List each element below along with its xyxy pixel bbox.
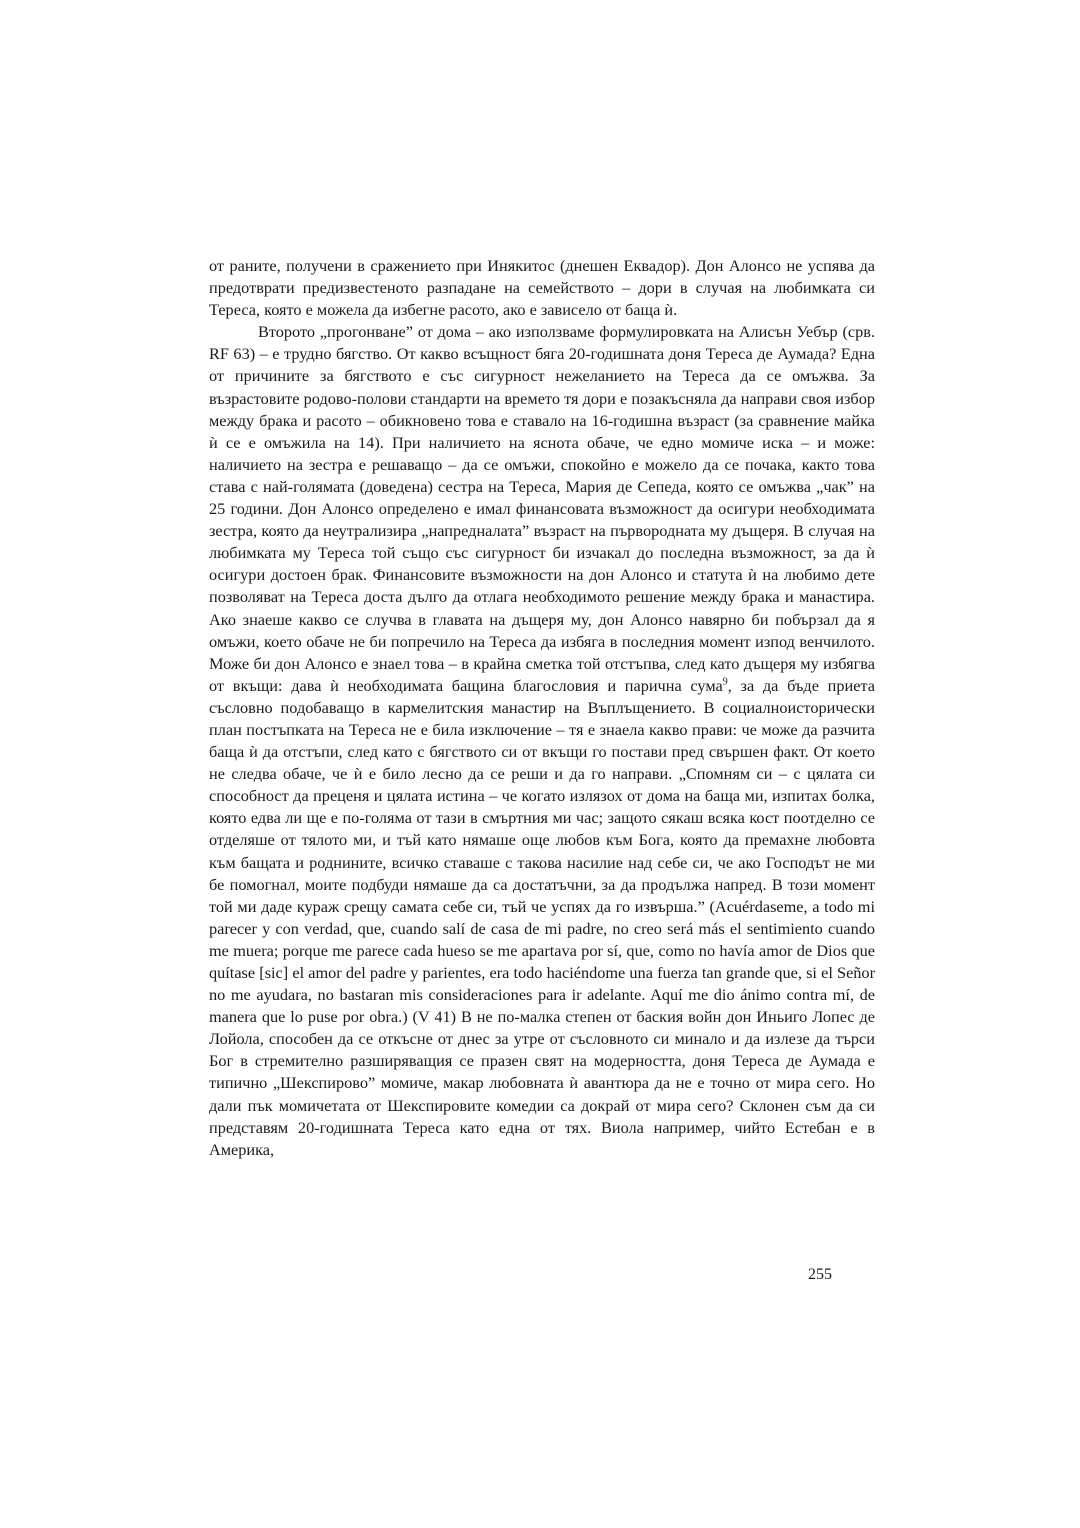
- page-number: 255: [808, 1266, 832, 1283]
- paragraph-2-part-1: Второто „прогонване” от дома – ако използваме формулировката на Алисън Уебър (срв. RF 63) – е трудно бягство. От какво всъщност бяга 20-годишната доня Тереса де Аумада? Една от причините за бягството е със сигурност нежеланието на Тереса да се омъжва. За възрастовите родово-полови стандарти на времето тя дори е позакъсняла да направи своя избор между брака и расото – обикновено това е ставало на 16-годишна възраст (за сравнение майка ѝ се е омъжила на 14). При наличието на яснота обаче, че едно момиче иска – и може: наличието на зестра е решаващо – да се омъжи, спокойно е можело да се почака, както това става с най-голямата (доведена) сестра на Тереса, Мария де Сепеда, която се омъжва „чак” на 25 години. Дон Алонсо определено е имал финансовата възможност да осигури необходимата зестра, която да неутрализира „напредналата” възраст на първородната му дъщеря. В случая на любимката му Тереса той също със сигурност би изчакал до последна възможност, за да ѝ осигури достоен брак. Финансовите възможности на дон Алонсо и статута ѝ на любимо дете позволяват на Тереса доста дълго да отлага необходимото решение между брака и манастира. Ако знаеше какво се случва в главата на дъщеря му, дон Алонсо навярно би побързал да я омъжи, което обаче не би попречило на Тереса да избяга в последния момент изпод венчилото. Може би дон Алонсо е знаел това – в крайна сметка той отстъпва, след като дъщеря му избягва от вкъщи: дава ѝ необходимата бащина благословия и парична сума: [209, 322, 875, 695]
- body-text: [209, 255, 875, 1161]
- paragraph-1: от раните, получени в сражението при Инякитос (днешен Еквадор). Дон Алонсо не успява да предотврати предизвестеното разпадане на семейството – дори в случая на любимката си Тереса, която е можела да избегне расото, ако е зависело от баща ѝ.: [209, 256, 875, 320]
- paragraph-2: [209, 321, 875, 1161]
- footnote-reference: 9: [722, 676, 728, 688]
- paragraph-2-part-2: , за да бъде приета съсловно подобаващо в кармелитския манастир на Въплъщението. В социалноисторически план постъпката на Тереса не е била изключение – тя е знаела какво прави: че може да разчита баща ѝ да отстъпи, след като с бягството си от вкъщи го постави пред свършен факт. От което не следва обаче, че ѝ е било лесно да се реши и да го направи. „Спомням си – с цялата си способност да преценя и цялата истина – че когато излязох от дома на баща ми, изпитах болка, която едва ли ще е по-голяма от тази в смъртния ми час; защото сякаш всяка кост поотделно се отделяше от тялото ми, и тъй като нямаше още любов към Бога, която да премахне любовта към бащата и роднините, всичко ставаше с такова насилие над себе си, че ако Господът не ми бе помогнал, моите подбуди нямаше да са достатъчни, за да продължа напред. В този момент той ми даде кураж срещу самата себе си, тъй че успях да го извърша.” (Acuérdaseme, a todo mi parecer y con verdad, que, cuando salí de casa de mi padre, no creo será más el sentimiento cuando me muera; porque me parece cada hueso se me apartava por sí, que, como no havía amor de Dios que quítase [sic] el amor del padre y parientes, era todo haciéndome una fuerza tan grande que, si el Señor no me ayudara, no bastaran mis consideraciones para ir adelante. Aquí me dio ánimo contra mí, de manera que lo puse por obra.) (V 41) В не по-малка степен от баския войн дон Иньиго Лопес де Лойола, способен да се откъсне от днес за утре от съсловното си минало и да излезе да търси Бог в стремително разширяващия се празен свят на модерността, доня Тереса де Аумада е типично „Шекспирово” момиче, макар любовната ѝ авантюра да не е точно от мира сего. Но дали пък момичетата от Шекспировите комедии са докрай от мира сего? Склонен съм да си представям 20-годишната Тереса като една от тях. Виола например, чийто Естебан е в Америка,: [209, 675, 875, 1159]
